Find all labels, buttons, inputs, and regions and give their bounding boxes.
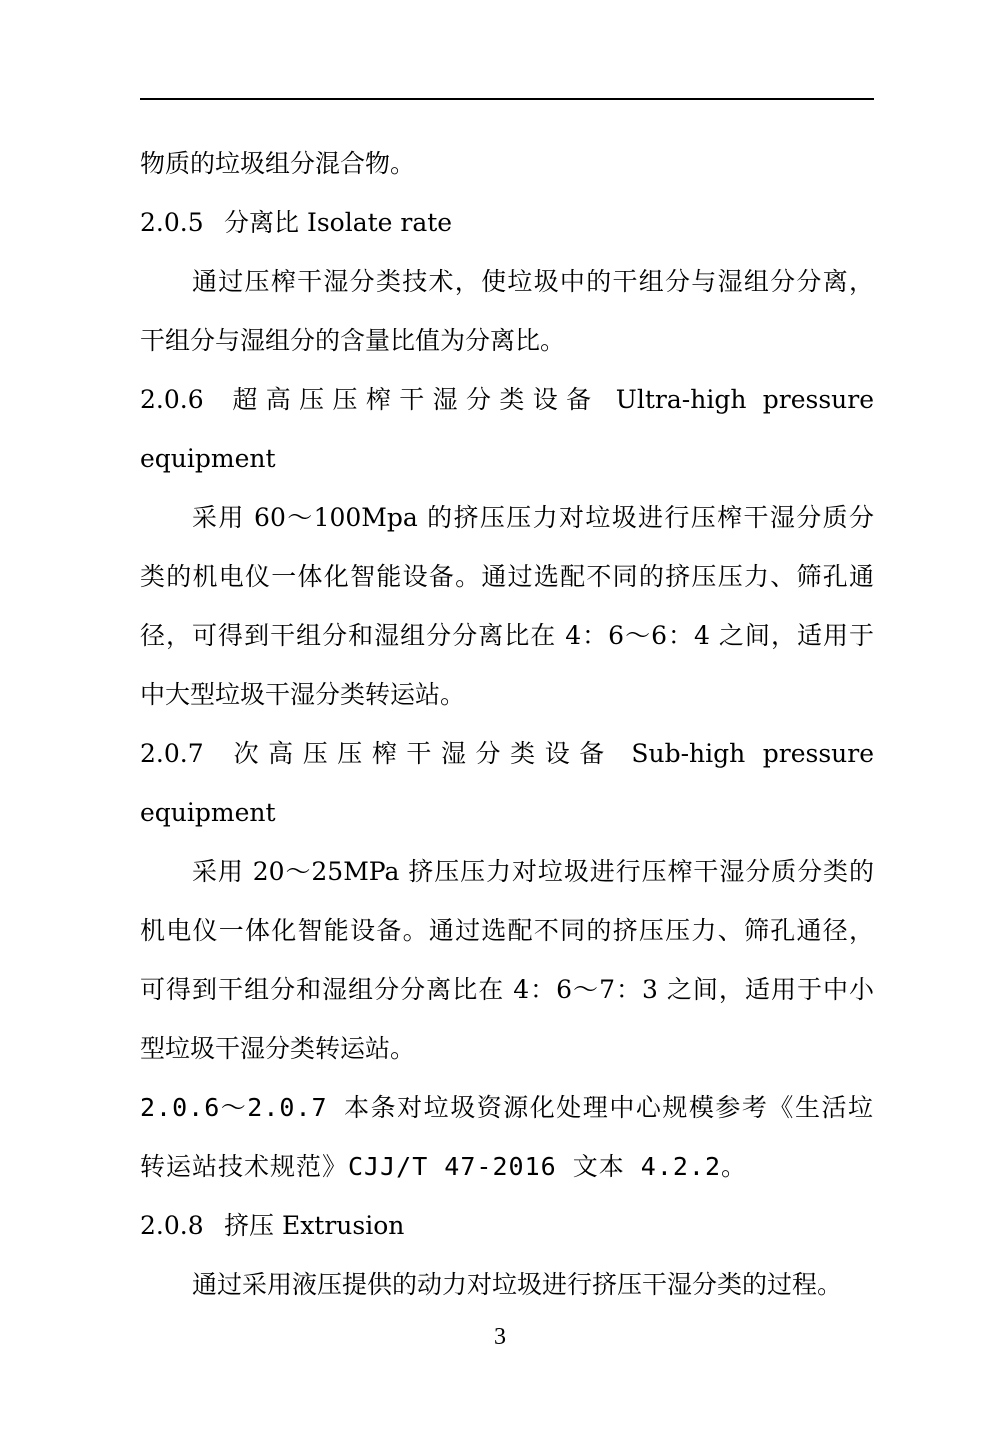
section-number: 2.0.6 [140,385,204,414]
explanatory-note-line: 转运站技术规范》CJJ/T 47-2016 文本 4.2.2。 [140,1152,748,1181]
paragraph-line: 中大型垃圾干湿分类转运站。 [140,680,466,709]
header-rule [140,98,874,100]
paragraph-line: 类的机电仪一体化智能设备。通过选配不同的挤压压力、筛孔通 [140,562,874,591]
paragraph-line: 通过采用液压提供的动力对垃圾进行挤压干湿分类的过程。 [192,1270,843,1299]
paragraph-line: 采用 20～25MPa 挤压压力对垃圾进行压榨干湿分质分类的 [192,857,874,886]
paragraph-line: 采用 60～100Mpa 的挤压压力对垃圾进行压榨干湿分质分 [192,503,874,532]
paragraph-line: 型垃圾干湿分类转运站。 [140,1034,416,1063]
section-heading-2-0-8 [140,1196,874,1255]
document-body [140,134,874,1314]
section-heading-2-0-6 [140,370,874,429]
section-number: 2.0.8 [140,1211,204,1240]
paragraph-line: 机电仪一体化智能设备。通过选配不同的挤压压力、筛孔通径， [140,916,874,945]
section-heading-2-0-7 [140,724,874,783]
section-title: 分离比 Isolate rate [224,208,453,237]
page-number: 3 [494,1324,506,1350]
paragraph-line: 干组分与湿组分的含量比值为分离比。 [140,326,566,355]
section-title-continuation: equipment [140,444,276,473]
section-heading-2-0-5 [140,193,874,252]
section-number: 2.0.5 [140,208,204,237]
section-title: 挤压 Extrusion [224,1211,405,1240]
section-title-continuation: equipment [140,798,276,827]
section-number: 2.0.7 [140,739,204,768]
section-title: 超高压压榨干湿分类设备 Ultra-high pressure [224,385,874,414]
section-title: 次高压压榨干湿分类设备 Sub-high pressure [224,739,874,768]
continuation-line: 物质的垃圾组分混合物。 [140,149,416,178]
paragraph-line: 可得到干组分和湿组分分离比在 4：6～7：3 之间，适用于中小 [140,975,874,1004]
explanatory-note-line: 2.0.6～2.0.7 本条对垃圾资源化处理中心规模参考《生活垃 [140,1093,874,1122]
paragraph-line: 通过压榨干湿分类技术，使垃圾中的干组分与湿组分分离， [192,267,874,296]
paragraph-line: 径，可得到干组分和湿组分分离比在 4：6～6：4 之间，适用于 [140,621,874,650]
